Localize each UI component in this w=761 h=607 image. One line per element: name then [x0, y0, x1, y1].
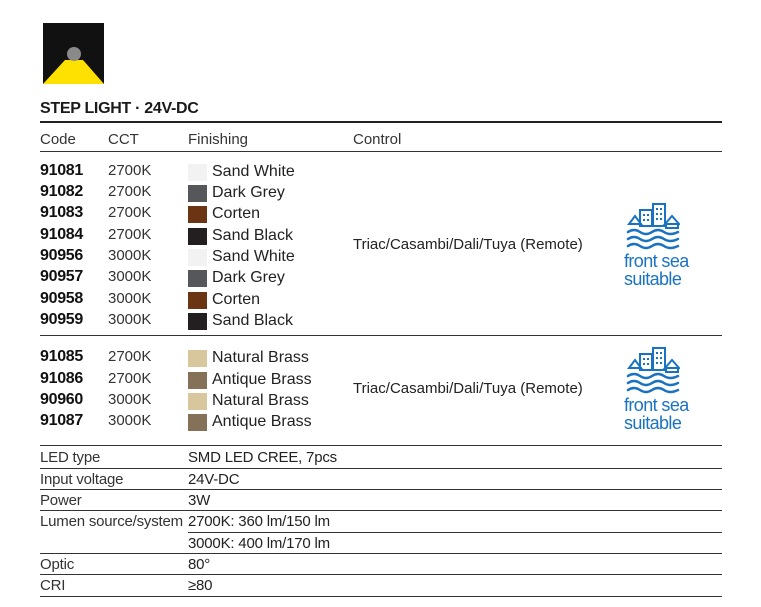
finishing-cell: Sand Black: [212, 227, 293, 244]
finish-swatch: [188, 270, 207, 287]
finish-swatch: [188, 249, 207, 266]
spec-row-cri: [40, 575, 722, 596]
code-cell: 91086: [40, 370, 83, 387]
table-row: [40, 410, 722, 431]
header-cct: CCT: [108, 131, 139, 148]
code-cell: 90959: [40, 311, 83, 328]
finishing-cell: Antique Brass: [212, 413, 312, 430]
code-cell: 91082: [40, 183, 83, 200]
finishing-cell: Dark Grey: [212, 184, 285, 201]
finish-swatch: [188, 313, 207, 330]
spec-label: LED type: [40, 449, 101, 466]
table-row: [40, 346, 722, 367]
cct-cell: 3000K: [108, 412, 152, 429]
code-cell: 90958: [40, 290, 83, 307]
finish-swatch: [188, 185, 207, 202]
code-cell: 91085: [40, 348, 83, 365]
finishing-cell: Sand White: [212, 163, 295, 180]
header-control: Control: [353, 131, 402, 148]
finish-swatch: [188, 372, 207, 389]
spec-label: Optic: [40, 556, 75, 573]
light-beam-icon: [43, 23, 104, 84]
spec-value: ≥80: [188, 577, 213, 594]
table-row: [40, 181, 722, 202]
code-cell: 91081: [40, 162, 83, 179]
badge-text: [624, 396, 704, 432]
finish-swatch: [188, 164, 207, 181]
header-divider: [40, 151, 722, 152]
header-code: Code: [40, 131, 76, 148]
table-row: [40, 288, 722, 309]
cct-cell: 2700K: [108, 162, 152, 179]
step-light-logo-icon: [43, 23, 104, 84]
finish-swatch: [188, 228, 207, 245]
spec-row-lumen-3000k: [40, 533, 722, 554]
table-row: [40, 202, 722, 223]
spec-label: Input voltage: [40, 471, 124, 488]
page-title: STEP LIGHT · 24V-DC: [40, 100, 199, 117]
table-row: [40, 309, 722, 330]
badge-line1: front sea: [624, 251, 689, 271]
finishing-cell: Corten: [212, 291, 261, 308]
spec-row-input-voltage: [40, 469, 722, 490]
spec-label: Lumen source/system: [40, 513, 183, 530]
spec-value: 2700K: 360 lm/150 lm: [188, 513, 330, 530]
finishing-cell: Sand Black: [212, 312, 293, 329]
finish-swatch: [188, 206, 207, 223]
front-sea-badge-group1: [624, 202, 704, 292]
group-divider: [40, 335, 722, 336]
code-cell: 90960: [40, 391, 83, 408]
seaside-buildings-waves-icon: [626, 202, 680, 252]
finishing-cell: Natural Brass: [212, 392, 309, 409]
front-sea-badge-group2: [624, 346, 704, 436]
finishing-cell: Corten: [212, 205, 261, 222]
spec-value: 3W: [188, 492, 211, 509]
spec-label: Power: [40, 492, 82, 509]
spec-row-led-type: [40, 447, 722, 468]
cct-cell: 3000K: [108, 391, 152, 408]
cct-cell: 2700K: [108, 370, 152, 387]
control-cell-group1: Triac/Casambi/Dali/Tuya (Remote): [353, 236, 583, 253]
cct-cell: 2700K: [108, 204, 152, 221]
control-cell-group2: Triac/Casambi/Dali/Tuya (Remote): [353, 380, 583, 397]
spec-value: 24V-DC: [188, 471, 240, 488]
cct-cell: 3000K: [108, 290, 152, 307]
finishing-cell: Natural Brass: [212, 349, 309, 366]
cct-cell: 2700K: [108, 226, 152, 243]
seaside-buildings-waves-icon: [626, 346, 680, 396]
table-row: [40, 266, 722, 287]
spec-row-lumen: [40, 511, 722, 532]
finish-swatch: [188, 292, 207, 309]
finishing-cell: Dark Grey: [212, 269, 285, 286]
spec-value: 3000K: 400 lm/170 lm: [188, 535, 330, 552]
spec-row-optic: [40, 554, 722, 575]
finish-swatch: [188, 393, 207, 410]
header-finishing: Finishing: [188, 131, 249, 148]
badge-line1: front sea: [624, 395, 689, 415]
finishing-cell: Sand White: [212, 248, 295, 265]
finish-swatch: [188, 414, 207, 431]
spec-row-power: [40, 490, 722, 511]
table-row: [40, 160, 722, 181]
code-cell: 91083: [40, 204, 83, 221]
spec-value: SMD LED CREE, 7pcs: [188, 449, 337, 466]
cct-cell: 3000K: [108, 311, 152, 328]
finish-swatch: [188, 350, 207, 367]
title-divider: [40, 121, 722, 123]
badge-line2: suitable: [624, 413, 682, 433]
code-cell: 91087: [40, 412, 83, 429]
cct-cell: 2700K: [108, 348, 152, 365]
cct-cell: 3000K: [108, 268, 152, 285]
cct-cell: 2700K: [108, 183, 152, 200]
spec-label: CRI: [40, 577, 66, 594]
cct-cell: 3000K: [108, 247, 152, 264]
specs-top-divider: [40, 445, 722, 446]
spec-value: 80°: [188, 556, 211, 573]
badge-text: [624, 252, 704, 288]
finishing-cell: Antique Brass: [212, 371, 312, 388]
badge-line2: suitable: [624, 269, 682, 289]
code-cell: 90957: [40, 268, 83, 285]
code-cell: 91084: [40, 226, 83, 243]
specs-bottom-divider: [40, 596, 722, 597]
code-cell: 90956: [40, 247, 83, 264]
